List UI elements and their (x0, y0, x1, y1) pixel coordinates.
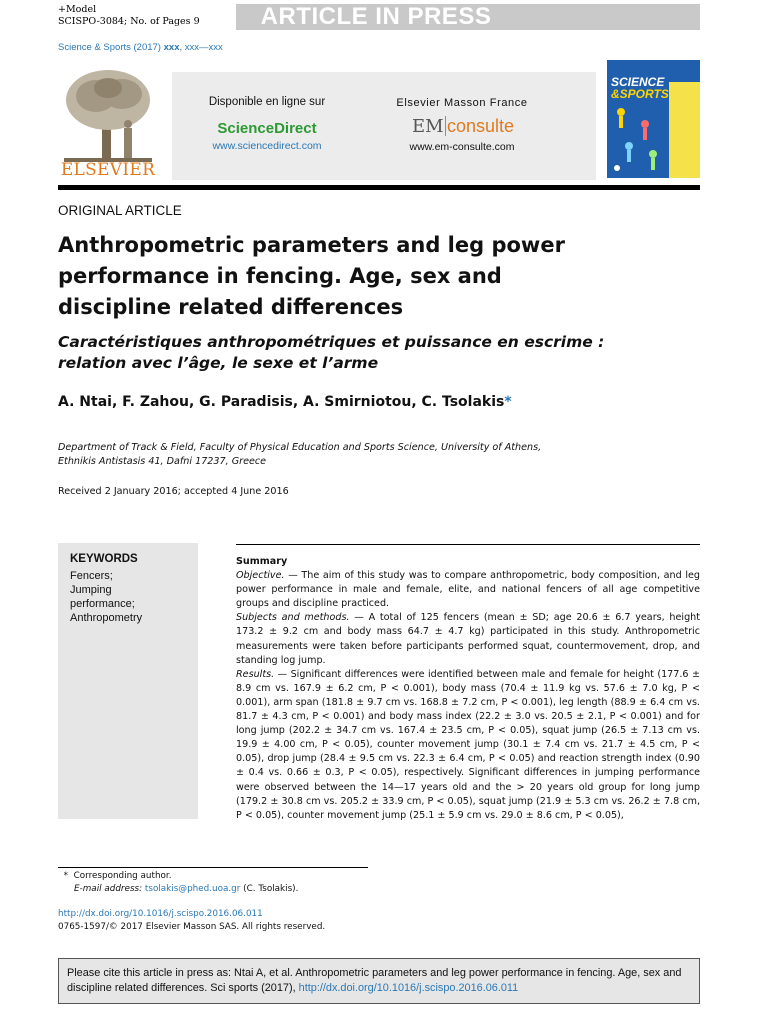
cover-sports-figures-icon (607, 102, 669, 178)
journal-cite-pages: xxx—xxx (184, 42, 223, 53)
corresponding-footnote: * Corresponding author. E-mail address: tsolakis@phed.uoa.gr (C. Tsolakis). (58, 871, 299, 894)
manuscript-meta (58, 4, 200, 28)
keyword-item: Jumping (70, 584, 112, 596)
em-consulte-logo: EM consulte (411, 116, 515, 137)
elsevier-masson-label: Elsevier Masson France (396, 97, 528, 109)
abstract-subjects: Subjects and methods. — A total of 125 fencers (mean ± SD; age 20.6 ± 6.7 years, height 173.2 ± 9.2 cm and body mass 64.7 ± 4.7 kg) participated in this study. Anthropometric measurements were taken before participants performed squat, countermovement, drop, and standing log jump. (236, 612, 701, 666)
abstract-top-rule (236, 544, 700, 545)
corresponding-author-mark[interactable]: * (504, 394, 512, 410)
abstract-results: Results. — Significant differences were identified between male and female for height (177.6 ± 8.9 cm vs. 167.9 ± 6.2 cm, P < 0.001), body mass (70.4 ± 11.9 kg vs. 57.6 ± 7.0 kg, P < 0.001), arm span (181.8 ± 9.7 cm vs. 168.8 ± 7.2 cm, P < 0.001), leg length (88.9 ± 6.4 cm vs. 81.7 ± 4.3 cm, P < 0.001) and body mass index (22.2 ± 3.0 vs. 20.5 ± 2.1, P < 0.001) and for long jump (202.2 ± 34.7 cm vs. 167.4 ± 23.5 cm, P < 0.05), squat jump (26.5 ± 7.13 cm vs. 19.9 ± 4.00 cm, P < 0.05), counter movement jump (30.1 ± 7.4 cm vs. 21.7 ± 4.5 cm, P < 0.05), drop jump (28.4 ± 9.5 cm vs. 22.3 ± 6.4 cm, P < 0.05) and reaction strength index (0.90 ± 0.4 vs. 0.66 ± 0.3, P < 0.05), respectively. Significant differences in jumping performance were observed between the 14—17 years old and the > 20 years old group for long jump (179.2 ± 30.8 cm vs. 205.2 ± 33.9 cm, P < 0.05), squat jump (21.9 ± 5.3 cm vs. 26.2 ± 7.8 cm, P < 0.05), counter movement jump (25.1 ± 5.9 cm vs. 29.0 ± 8.6 cm, P < 0.05), (236, 668, 700, 821)
manuscript-ref: SCISPO-3084; (58, 16, 128, 27)
authors-text: A. Ntai, F. Zahou, G. Paradisis, A. Smirniotou, C. Tsolakis (58, 394, 505, 410)
email-suffix: (C. Tsolakis). (243, 884, 299, 894)
abstract-objective: Objective. — The aim of this study was to compare anthropometric, body composition, and leg power performance in male and female, elite, and national fencers of all age competitive groups and discipline practiced. (236, 570, 700, 610)
article-subtitle-french: Caractéristiques anthropométriques et puissance en escrime : relation avec l’âge, le sexe et l’arme (58, 333, 605, 372)
page-count: No. of Pages 9 (130, 16, 200, 27)
cite-doi-link[interactable]: http://dx.doi.org/10.1016/j.scispo.2016.06.011 (298, 982, 519, 994)
em-consulte-link[interactable]: www.em-consulte.com (409, 141, 515, 153)
journal-cover (607, 60, 700, 178)
article-title: Anthropometric parameters and leg power performance in fencing. Age, sex and discipline related differences (58, 233, 565, 319)
keyword-item: performance; (70, 598, 135, 610)
header-divider (58, 185, 700, 190)
elsevier-wordmark: ELSEVIER (60, 160, 156, 180)
keywords-list (70, 569, 190, 625)
corresponding-label: Corresponding author. (73, 871, 172, 881)
cover-yellow-strip (669, 82, 700, 178)
keyword-item: Anthropometry (70, 612, 143, 624)
author-email-link[interactable]: tsolakis@phed.uoa.gr (144, 884, 241, 894)
sciencedirect-logo: ScienceDirect (217, 120, 317, 137)
publisher-header (58, 60, 700, 182)
doi-link[interactable]: http://dx.doi.org/10.1016/j.scispo.2016.06.011 (58, 909, 263, 919)
keywords-box (58, 543, 198, 819)
affiliation: Department of Track & Field, Faculty of Physical Education and Sports Science, University of Athens, Ethnikis Antistasis 41, Dafni 17237, Greece (58, 442, 542, 467)
cite-this-article-box (58, 958, 700, 1004)
abstract-heading: Summary (236, 556, 288, 567)
keywords-heading: KEYWORDS (70, 553, 138, 565)
cite-text: Please cite this article in press as: Ntai A, et al. Anthropometric parameters and leg power performance in fencing. Age, sex and discipline related differences. Sci sports (2017), http://dx.doi.org/10.1016/j.scispo.2016.06.011 (67, 967, 682, 994)
author-list (58, 394, 512, 410)
received-dates: Received 2 January 2016; accepted 4 June 2016 (58, 486, 289, 497)
model-label: +Model (58, 4, 97, 15)
keyword-item: Fencers; (70, 570, 113, 582)
cover-title: SCIENCE &SPORTS (611, 75, 669, 101)
journal-cite-volume: xxx (163, 42, 180, 53)
footnote-rule (58, 867, 368, 868)
journal-citation[interactable]: Science & Sports (2017) xxx, xxx—xxx (58, 42, 223, 53)
sciencedirect-link[interactable]: www.sciencedirect.com (212, 140, 322, 152)
available-online-label: Disponible en ligne sur (208, 96, 326, 108)
journal-cite-prefix: Science & Sports (2017) (58, 42, 161, 53)
article-type: ORIGINAL ARTICLE (58, 203, 182, 218)
online-availability-box (172, 72, 596, 180)
article-in-press-banner: ARTICLE IN PRESS (260, 3, 492, 30)
email-label: E-mail address: (74, 884, 143, 894)
abstract (236, 555, 700, 823)
copyright-line: 0765-1597/© 2017 Elsevier Masson SAS. All rights reserved. (58, 922, 326, 932)
